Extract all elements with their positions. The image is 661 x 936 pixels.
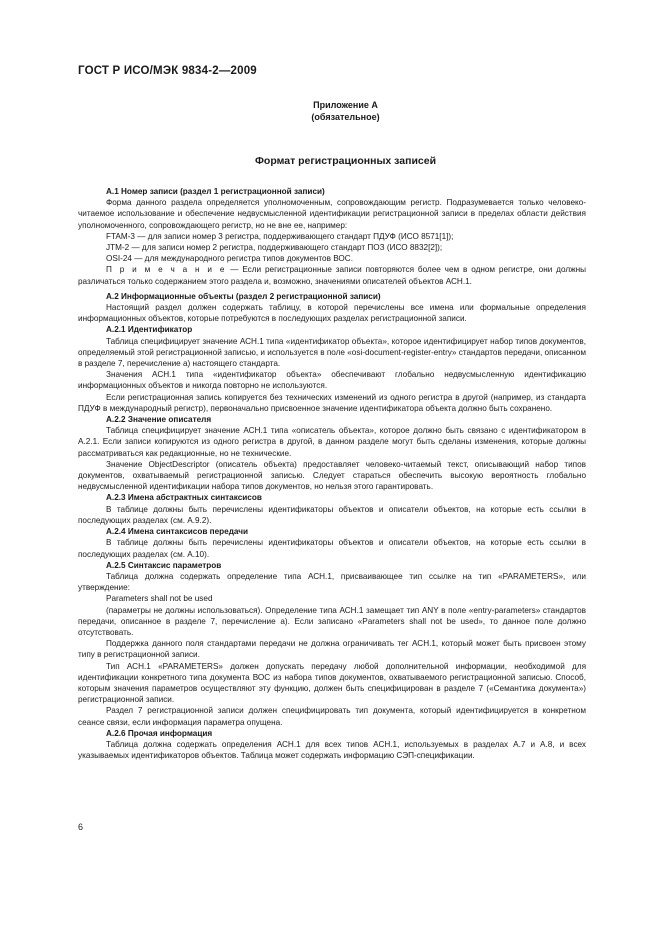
section-heading-a26: А.2.6 Прочая информация bbox=[106, 728, 213, 738]
paragraph: Таблица специфицирует значение АСН.1 типа «описатель объекта», которое должно быть связано с идентификатором в А.2.1. Если записи копируются из одного регистра в другой, в данном разделе могут быть сделаны изменения, которые должны рассматриваться как редакционные, но не технические. bbox=[78, 426, 586, 458]
paragraph: Таблица должна содержать определения АСН.1 для всех типов АСН.1, используемых в разделах А.7 и А.8, и всех указываемых идентификаторов объектов. Таблица может содержать информацию СЭП-спецификации. bbox=[78, 739, 586, 761]
section-heading-a1: А.1 Номер записи (раздел 1 регистрационной записи) bbox=[106, 187, 325, 196]
paragraph: В таблице должны быть перечислены идентификаторы объектов и описатели объектов, на которые есть ссылки в последующих разделах (см. А.10). bbox=[78, 538, 586, 559]
note-paragraph bbox=[78, 264, 586, 286]
section-heading-a21: А.2.1 Идентификатор bbox=[106, 325, 193, 335]
note-label: П р и м е ч а н и е bbox=[106, 265, 227, 275]
example-line: OSI-24 — для международного регистра типов документов ВОС. bbox=[106, 254, 353, 264]
section-heading-a2: А.2 Информационные объекты (раздел 2 регистрационной записи) bbox=[106, 291, 381, 301]
paragraph: В таблице должны быть перечислены идентификаторы объектов и описатели объектов, на которые есть ссылки в последующих разделах (см. А.9.2). bbox=[78, 504, 586, 525]
document-header: ГОСТ Р ИСО/МЭК 9834-2—2009 bbox=[78, 65, 257, 77]
appendix-title: Приложение А bbox=[313, 100, 378, 110]
paragraph: Настоящий раздел должен содержать таблицу, в которой перечислены все имена или формальные определения информационных объектов, которые потребуются в последующих разделах регистрационной записи. bbox=[78, 303, 586, 324]
paragraph: Тип АСН.1 «PARAMETERS» должен допускать передачу любой дополнительной информации, необходимой для идентификации конкретного типа документа ВОС из набора типов документов, охватываемого регистрационной записью. Способ, которым значения параметров осуществляют эту функцию, должен быть специфицирован в разделе 7 («Семантика документа») регистрационной записи. bbox=[78, 661, 586, 705]
page-title: Формат регистрационных записей bbox=[254, 155, 437, 167]
paragraph: Parameters shall not be used bbox=[106, 594, 213, 604]
paragraph: Если регистрационная запись копируется без технических изменений из одного регистра в другой (например, из стандарта ПДУФ в международный регистр), первоначально присвоенное значение идентификатора объекта должно быть сохранено. bbox=[78, 392, 586, 413]
paragraph: Таблица специфицирует значение АСН.1 типа «идентификатор объекта», которое идентифицирует набор типов документов, определяемый этой регистрационной записью, и используется в поле «osi-document-register-entry» стандартов передачи, описанном в разделе 7, перечисление а) настоящего стандарта. bbox=[78, 336, 586, 369]
paragraph: Поддержка данного поля стандартами передачи не должна ограничивать тег АСН.1, который может быть присвоен этому типу в регистрационной записи. bbox=[78, 639, 586, 660]
paragraph: Значения АСН.1 типа «идентификатор объекта» обеспечивают глобально недвусмысленную идентификацию информационных объектов и никогда повторно не используются. bbox=[78, 370, 586, 391]
appendix-status: (обязательное) bbox=[311, 112, 380, 122]
example-line: FTAM-3 — для записи номер 3 регистра, поддерживающего стандарт ПДУФ (ИСО 8571[1]); bbox=[106, 231, 454, 241]
paragraph: Раздел 7 регистрационной записи должен специфицировать тип документа, который идентифицируется в конкретном сеансе связи, если информация параметра опущена. bbox=[78, 706, 586, 727]
page-number: 6 bbox=[78, 822, 84, 832]
paragraph: Форма данного раздела определяется уполномоченным, сопровождающим регистр. Подразумевается только человеко-читаемое использование и обеспечение недвусмысленной идентификации регистрационной записи в пределах области действия уполномоченного, сопровождающего регистр, но не вне ее, например: bbox=[78, 198, 586, 230]
paragraph: (параметры не должны использоваться). Определение типа АСН.1 замещает тип ANY в поле «entry-parameters» стандартов передачи, описанное в разделе 7, перечисление а). Если записано «Parameters shall not be used», то данное поле должно отсутствовать. bbox=[78, 605, 586, 637]
document-body bbox=[78, 186, 586, 761]
section-heading-a25: А.2.5 Синтаксис параметров bbox=[106, 560, 222, 570]
section-heading-a22: А.2.2 Значение описателя bbox=[106, 415, 212, 425]
section-heading-a24: А.2.4 Имена синтаксисов передачи bbox=[106, 527, 249, 537]
paragraph: Таблица должна содержать определение типа АСН.1, присваивающее тип ссылке на тип «PARAMETERS», или утверждение: bbox=[78, 571, 586, 593]
example-line: JTM-2 — для записи номер 2 регистра, поддерживающего стандарт ПОЗ (ИСО 8832[2]); bbox=[106, 243, 443, 253]
section-heading-a23: А.2.3 Имена абстрактных синтаксисов bbox=[106, 493, 262, 503]
paragraph: Значение ObjectDescriptor (описатель объекта) предоставляет человеко-читаемый текст, описывающий набор типов документов, охватываемый регистрационной записью. Следует стараться обеспечить высокую вероятность глобально недвусмысленной идентификации набора типов документов, но нельзя этого гарантировать. bbox=[78, 459, 586, 492]
note-text: — Если регистрационные записи повторяются более чем в одном регистре, они должны различаться только содержанием этого раздела и, возможно, значениями описателей объектов АСН.1. bbox=[78, 265, 586, 286]
